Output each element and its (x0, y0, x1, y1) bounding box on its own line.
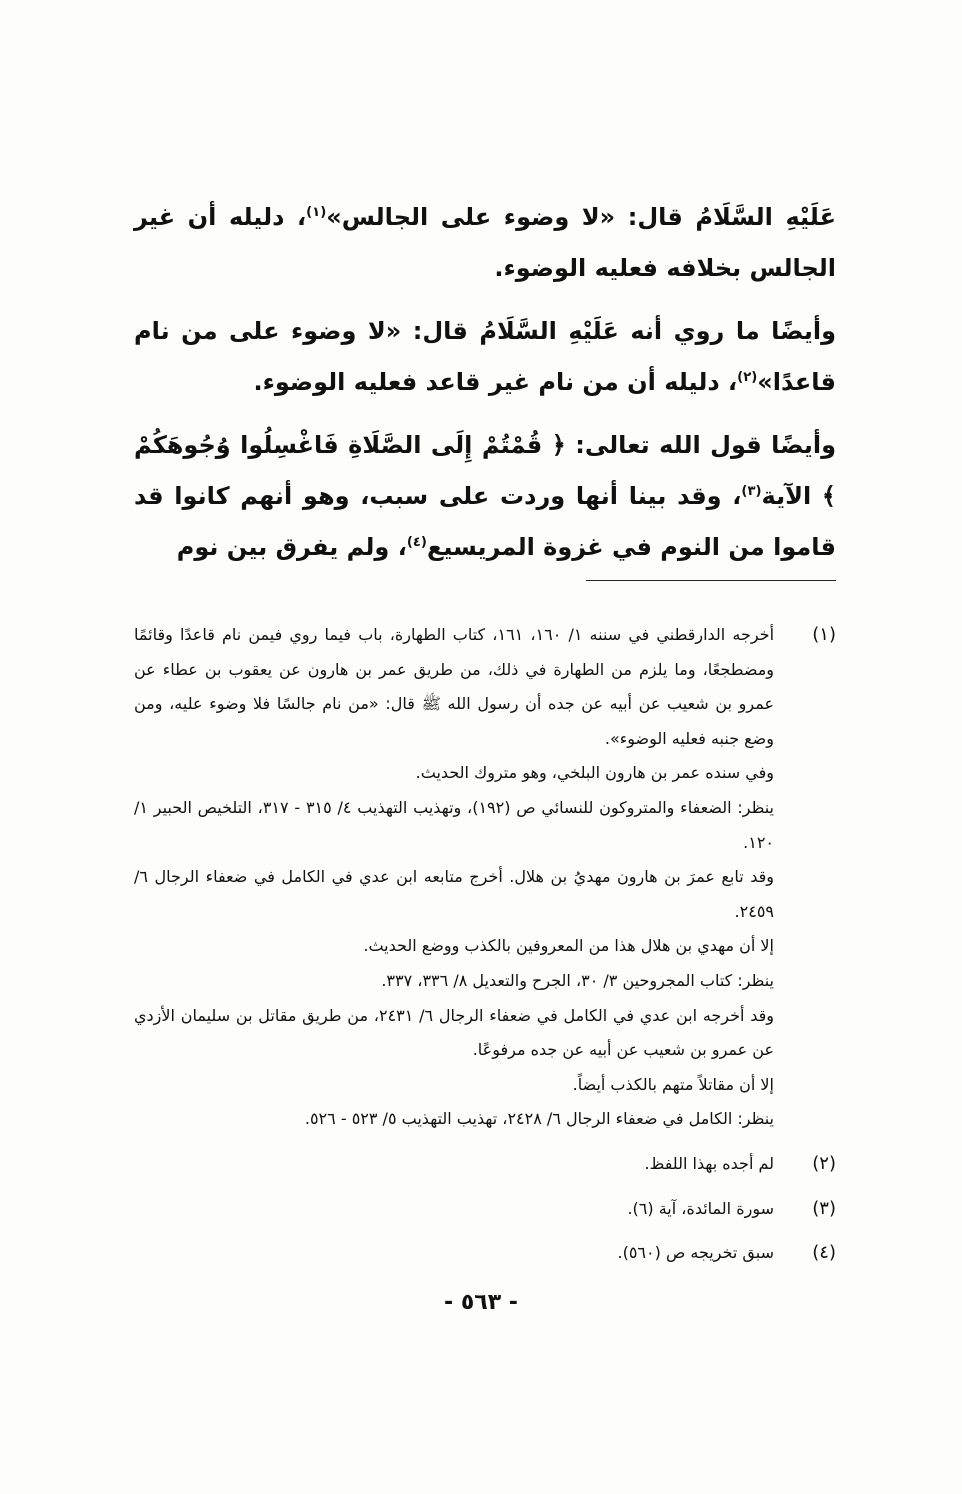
footnote-line: لم أجده بهذا اللفظ. (644, 1153, 774, 1173)
paragraph-text: وأيضًا قول الله تعالى: ﴿ قُمْتُمْ إِلَى الصَّلَاةِ فَاغْسِلُوا وُجُوهَكُمْ ﴾ الآية (134, 431, 836, 510)
footnote-number: (٤) (812, 1242, 836, 1264)
paragraph-1 (134, 192, 836, 294)
footnote-body (134, 618, 774, 1137)
footnote-ref[interactable]: (٣) (741, 484, 762, 499)
paragraph-2 (134, 306, 836, 408)
footnote-3 (134, 1192, 836, 1227)
footnote-line: ينظر: كتاب المجروحين ٣/ ٣٠، الجرح والتعديل ٨/ ٣٣٦، ٣٣٧. (381, 970, 774, 990)
footnote-line: وقد أخرجه ابن عدي في الكامل في ضعفاء الرجال ٦/ ٢٤٣١، من طريق مقاتل بن سليمان الأزدي عن عمرو بن شعيب عن أبيه عن جده مرفوعًا. (134, 1005, 775, 1060)
footnote-line: إلا أن مقاتلاً متهم بالكذب أيضاً. (572, 1074, 774, 1094)
footnote-4 (134, 1236, 836, 1271)
page-number: - ٥٦٣ - (444, 1290, 518, 1315)
footnote-line: أخرجه الدارقطني في سننه ١/ ١٦٠، ١٦١، كتاب الطهارة، باب فيما روي فيمن نام قاعدًا وقائمًا ومضطجعًا، وما يلزم من الطهارة في ذلك، من طريق عمر بن هارون عن يعقوب بن عطاء عن عمرو بن شعيب عن أبيه عن جده أن رسول الله ﷺ قال: «من نام جالسًا فلا وضوء عليه، ومن وضع جنبه فعليه الوضوء». (134, 625, 775, 748)
footnote-line: ينظر: الضعفاء والمتروكون للنسائي ص (١٩٢)، وتهذيب التهذيب ٤/ ٣١٥ - ٣١٧، التلخيص الحبير ١/ ١٢٠. (134, 797, 774, 852)
footnote-body (134, 1147, 774, 1182)
footnote-ref[interactable]: (١) (306, 205, 327, 220)
footnote-ref[interactable]: (٤) (406, 535, 427, 550)
footnote-body (134, 1236, 774, 1271)
footnote-line: سورة المائدة، آية (٦). (627, 1198, 774, 1218)
footnote-2 (134, 1147, 836, 1182)
footnote-1 (134, 618, 836, 1137)
paragraph-text: ، دليله أن غير الجالس بخلافه فعليه الوضوء. (134, 203, 836, 282)
paragraph-text: ، ولم يفرق بين نوم (176, 533, 407, 561)
footnote-number: (٢) (812, 1152, 836, 1174)
footnote-line: سبق تخريجه ص (٥٦٠). (617, 1243, 774, 1263)
footnote-line: ينظر: الكامل في ضعفاء الرجال ٦/ ٢٤٢٨، تهذيب التهذيب ٥/ ٥٢٣ - ٥٢٦. (304, 1109, 774, 1129)
footnote-number: (١) (812, 624, 836, 645)
paragraph-3 (134, 420, 836, 573)
footnote-number: (٣) (812, 1197, 836, 1219)
paragraph-text: ، وقد بينا أنها وردت على سبب، وهو أنهم كانوا قد قاموا من النوم في غزوة المريسيع (134, 482, 836, 561)
paragraph-text: عَلَيْهِ السَّلَامُ قال: «لا وضوء على الجالس» (326, 203, 837, 231)
footnote-ref[interactable]: (٢) (737, 370, 758, 385)
paragraph-text: ، دليله أن من نام غير قاعد فعليه الوضوء. (253, 368, 738, 396)
main-text (134, 192, 836, 585)
footnote-line: وقد تابع عمرَ بن هارون مهديُ بن هلال. أخرج متابعه ابن عدي في الكامل في ضعفاء الرجال ٦/ ٢٤٥٩. (134, 867, 774, 921)
footnote-body (134, 1192, 774, 1227)
footnote-line: إلا أن مهدي بن هلال هذا من المعروفين بالكذب ووضع الحديث. (363, 936, 774, 956)
paragraph-text: وأيضًا ما روي أنه عَلَيْهِ السَّلَامُ قال: «لا وضوء على من نام قاعدًا» (134, 317, 836, 396)
footnote-line: وفي سنده عمر بن هارون البلخي، وهو متروك الحديث. (415, 763, 774, 783)
footnote-divider (586, 580, 836, 581)
footnotes (134, 618, 836, 1281)
